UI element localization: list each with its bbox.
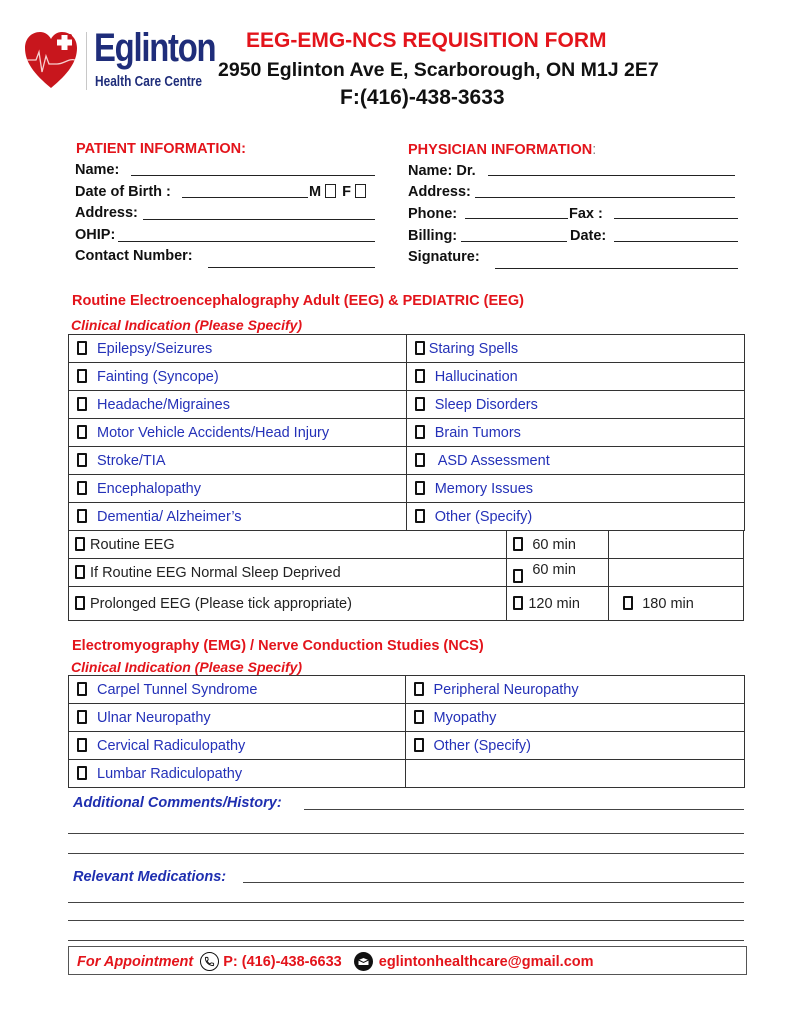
eeg-test-label: Routine EEG [90,536,175,553]
eeg-section-heading: Routine Electroencephalography Adult (EEG) & PEDIATRIC (EEG) [72,293,524,309]
indication-label: Peripheral Neuropathy [433,681,579,698]
female-checkbox[interactable] [355,184,366,198]
eeg-test-cell[interactable] [69,587,507,621]
indication-row [69,391,745,419]
eeg-clinical-indication-heading: Clinical Indication (Please Specify) [71,317,303,333]
comments-line[interactable] [68,853,744,854]
clinic-fax: F:(416)-438-3633 [340,86,505,109]
patient-contact-label: Contact Number: [75,248,193,264]
indication-label: Dementia/ Alzheimer’s [97,508,242,525]
phone-icon [200,952,219,971]
indication-option[interactable] [69,475,407,503]
additional-comments-field[interactable] [304,809,744,810]
patient-name-field[interactable] [131,175,375,176]
empty-cell [405,760,744,788]
heart-logo-icon [24,30,78,90]
eeg-test-row [69,531,744,559]
indication-row [69,447,745,475]
relevant-medications-label: Relevant Medications: [73,869,227,885]
indication-label: Staring Spells [428,340,519,357]
patient-address-label: Address: [75,205,138,221]
checkbox[interactable] [415,397,425,411]
checkbox[interactable] [414,710,424,724]
appointment-phone[interactable]: P: (416)-438-6633 [223,953,342,970]
logo-subtitle: Health Care Centre [95,74,203,90]
indication-label: Ulnar Neuropathy [97,709,211,726]
duration-option-cell[interactable] [507,587,609,621]
checkbox[interactable] [77,710,87,724]
indication-option[interactable] [69,704,406,732]
form-title: EEG-EMG-NCS REQUISITION FORM [246,29,607,52]
indication-option[interactable] [406,391,744,419]
physician-date-field[interactable] [614,241,738,242]
checkbox[interactable] [623,596,633,610]
indication-label: Fainting (Syncope) [97,368,219,385]
physician-name-field[interactable] [488,175,735,176]
indication-label: Carpel Tunnel Syndrome [97,681,258,698]
checkbox[interactable] [77,481,87,495]
indication-row [69,760,745,788]
checkbox[interactable] [77,453,87,467]
indication-option[interactable] [406,503,744,531]
indication-option[interactable] [69,503,407,531]
checkbox[interactable] [75,537,85,551]
checkbox[interactable] [77,341,87,355]
checkbox[interactable] [513,596,523,610]
indication-label: Myopathy [433,709,497,726]
physician-info-heading-text: PHYSICIAN INFORMATION [408,142,593,158]
patient-ohip-label: OHIP: [75,227,116,243]
eeg-test-cell[interactable] [69,559,507,587]
male-checkbox[interactable] [325,184,336,198]
indication-option[interactable] [406,447,744,475]
indication-option[interactable] [69,419,407,447]
physician-signature-field[interactable] [495,268,738,269]
physician-signature-label: Signature: [408,249,480,265]
indication-label: Stroke/TIA [97,452,166,469]
checkbox[interactable] [415,453,425,467]
physician-address-field[interactable] [475,197,735,198]
email-icon [354,952,373,971]
checkbox[interactable] [77,682,87,696]
checkbox[interactable] [513,537,523,551]
emg-section-heading: Electromyography (EMG) / Nerve Conduction Studies (NCS) [72,638,484,654]
indication-option[interactable] [69,447,407,475]
indication-label: Brain Tumors [434,424,521,441]
checkbox[interactable] [415,509,425,523]
empty-cell [609,559,744,587]
duration-option-cell[interactable] [609,587,744,621]
indication-label: Memory Issues [434,480,534,497]
patient-contact-field[interactable] [208,267,375,268]
physician-address-label: Address: [408,184,471,200]
indication-option[interactable] [405,704,744,732]
indication-label: Epilepsy/Seizures [97,340,213,357]
physician-date-label: Date: [570,228,607,244]
eeg-test-row [69,587,744,621]
indication-option[interactable] [69,676,406,704]
emg-indications-table [68,675,745,788]
physician-phone-label: Phone: [408,206,458,222]
eeg-test-cell[interactable] [69,531,507,559]
checkbox[interactable] [414,682,424,696]
indication-row [69,676,745,704]
appointment-footer [68,946,747,975]
physician-billing-field[interactable] [461,241,567,242]
eeg-indications-table [68,334,745,531]
checkbox[interactable] [77,509,87,523]
indication-row [69,732,745,760]
duration-option-cell[interactable] [507,531,609,559]
indication-row [69,335,745,363]
appointment-contact [77,952,594,971]
gender-selector [309,184,366,200]
physician-phone-field[interactable] [465,218,568,219]
indication-option[interactable] [406,475,744,503]
checkbox[interactable] [415,369,425,383]
indication-option[interactable] [69,391,407,419]
checkbox[interactable] [77,766,87,780]
duration-label: 60 min [532,562,576,578]
eeg-test-row [69,559,744,587]
checkbox[interactable] [77,369,87,383]
indication-label: Headache/Migraines [97,396,230,413]
indication-option[interactable] [406,363,744,391]
indication-option[interactable] [406,419,744,447]
patient-name-label: Name: [75,162,120,178]
checkbox[interactable] [415,481,425,495]
indication-option[interactable] [69,760,406,788]
indication-row [69,419,745,447]
indication-option[interactable] [405,732,744,760]
comments-line[interactable] [68,833,744,834]
eeg-tests-table [68,530,744,621]
eeg-test-label: If Routine EEG Normal Sleep Deprived [90,564,341,581]
indication-row [69,704,745,732]
indication-option[interactable] [406,335,744,363]
indication-label: Hallucination [434,368,518,385]
appointment-label: For Appointment [77,953,194,970]
checkbox[interactable] [77,397,87,411]
indication-option[interactable] [69,335,407,363]
indication-label: Other (Specify) [433,737,532,754]
indication-row [69,363,745,391]
clinic-address: 2950 Eglinton Ave E, Scarborough, ON M1J 2E7 [218,59,659,81]
patient-dob-field[interactable] [182,197,308,198]
relevant-medications-field[interactable] [243,882,744,883]
indication-row [69,475,745,503]
female-label: F [342,184,351,200]
medications-line[interactable] [68,940,744,941]
duration-label: 60 min [532,536,576,553]
checkbox[interactable] [77,425,87,439]
male-label: M [309,184,322,200]
medications-line[interactable] [68,920,744,921]
physician-fax-label: Fax : [569,206,603,222]
checkbox[interactable] [77,738,87,752]
indication-label: Sleep Disorders [434,396,538,413]
indication-label: Encephalopathy [97,480,201,497]
checkbox[interactable] [415,341,425,355]
checkbox[interactable] [415,425,425,439]
checkbox[interactable] [75,565,85,579]
patient-info-heading: PATIENT INFORMATION: [76,141,246,157]
indication-label: Cervical Radiculopathy [97,737,246,754]
duration-label: 180 min [642,595,694,612]
physician-billing-label: Billing: [408,228,458,244]
indication-label: Other (Specify) [434,508,533,525]
indication-row [69,503,745,531]
medications-line[interactable] [68,902,744,903]
indication-option[interactable] [69,732,406,760]
checkbox[interactable] [75,596,85,610]
additional-comments-label: Additional Comments/History: [73,795,282,811]
physician-info-heading [408,142,596,158]
logo-divider [86,32,87,90]
checkbox[interactable] [414,738,424,752]
empty-cell [609,531,744,559]
emg-clinical-indication-heading: Clinical Indication (Please Specify) [71,659,303,675]
logo-name: Eglinton [94,26,216,70]
indication-label: ASD Assessment [437,452,550,469]
patient-ohip-field[interactable] [118,241,375,242]
duration-label: 120 min [528,595,580,612]
indication-option[interactable] [69,363,407,391]
duration-option-cell[interactable] [507,559,609,587]
eeg-test-label: Prolonged EEG (Please tick appropriate) [90,595,352,612]
checkbox[interactable] [513,569,523,583]
appointment-email[interactable]: eglintonhealthcare@gmail.com [378,953,594,970]
patient-dob-label: Date of Birth : [75,184,171,200]
indication-label: Motor Vehicle Accidents/Head Injury [97,424,330,441]
physician-name-label: Name: Dr. [408,163,476,179]
heading-colon: : [592,142,597,158]
physician-fax-field[interactable] [614,218,738,219]
indication-label: Lumbar Radiculopathy [97,765,243,782]
patient-address-field[interactable] [143,219,375,220]
indication-option[interactable] [405,676,744,704]
